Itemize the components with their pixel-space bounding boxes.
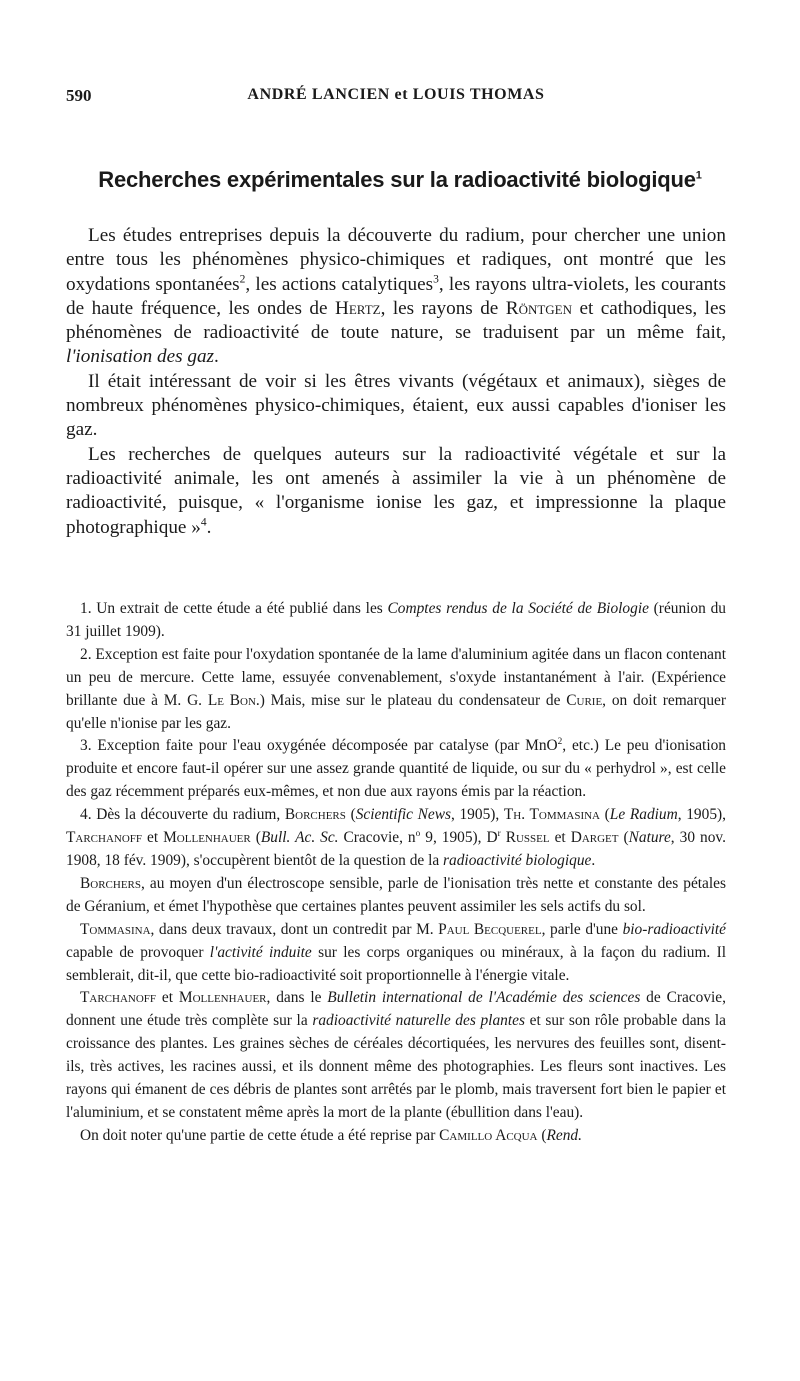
name-mollenhauer: Mollenhauer bbox=[178, 989, 267, 1007]
superscript: o bbox=[415, 827, 421, 838]
text-run: , les rayons ultra-violets, les courants de haute fréquence, les ondes de bbox=[66, 273, 726, 319]
italic-run: Le Radium bbox=[609, 806, 678, 824]
text-run: 9, 1905), D bbox=[420, 829, 498, 847]
footnote-4-continued-tommasina bbox=[66, 919, 726, 988]
superscript: 2 bbox=[557, 736, 563, 747]
title-footnote-marker: 1 bbox=[695, 169, 702, 182]
name-borchers: Borchers bbox=[284, 806, 346, 824]
text-run: . bbox=[206, 516, 212, 538]
italic-run: Bulletin international de l'Académie des sciences bbox=[327, 989, 641, 1007]
text-run: 2. Exception est faite pour l'oxydation spontanée de la lame d'aluminium agitée dans un flacon contenant un peu de mercure. Cette lame, essuyée convenablement, s'oxyde instantanément à l'air. (Expérience brillante due à M. G. bbox=[66, 645, 726, 709]
name-hertz: Hertz bbox=[335, 297, 381, 319]
italic-run: Nature bbox=[628, 829, 671, 847]
page-number: 590 bbox=[66, 86, 92, 105]
footnote-ref-4: 4 bbox=[200, 516, 207, 529]
footnote-4-continued-acqua bbox=[66, 1125, 726, 1148]
body-paragraph-3 bbox=[66, 443, 726, 540]
name-becquerel: Paul Becquerel bbox=[438, 920, 542, 938]
name-mollenhauer: Mollenhauer bbox=[163, 829, 251, 847]
text-run: et bbox=[549, 829, 571, 847]
name-acqua: Camillo Acqua bbox=[439, 1126, 538, 1144]
text-run: .) Mais, mise sur le plateau du condensateur de bbox=[255, 691, 567, 709]
superscript: r bbox=[497, 827, 501, 838]
text-run: Les recherches de quelques auteurs sur la radioactivité végétale et sur la radioactivité animale, les ont amenés à assimiler la vie à un phénomène de radioactivité, puisque, « l'organisme ionise les gaz, et impressionne la plaque photographique » bbox=[66, 443, 726, 538]
text-run: , 1905), bbox=[677, 806, 726, 824]
text-run: et cathodiques, les phénomènes de radioactivité de toute nature, se traduisent par un même fait, bbox=[66, 297, 726, 344]
text-run: , 1905), bbox=[450, 806, 504, 824]
text-run: , dans deux travaux, dont un contredit par M. bbox=[150, 920, 439, 938]
footnote-1 bbox=[66, 598, 726, 644]
footnote-4-continued-borchers bbox=[66, 873, 726, 919]
italic-ionisation: l'ionisation des gaz bbox=[66, 346, 215, 368]
text-run: capable de provoquer bbox=[66, 943, 210, 961]
body-paragraph-1 bbox=[66, 224, 726, 370]
text-run: Les études entreprises depuis la découverte du radium, pour chercher une union entre tous les phénomènes physico-chimiques et radiques, ont montré que les oxydations spontanées bbox=[66, 225, 726, 295]
name-tommasina: Th. Tommasina bbox=[503, 806, 600, 824]
text-run: Cracovie, n bbox=[338, 829, 416, 847]
italic-run: bio-radioactivité bbox=[622, 920, 726, 938]
text-run: ( bbox=[537, 1126, 547, 1144]
name-borchers: Borchers bbox=[80, 874, 142, 892]
footnote-3 bbox=[66, 735, 726, 804]
text-run: , au moyen d'un électroscope sensible, parle de l'ionisation très nette et constante des pétales de Géranium, et émet l'hypothèse que certaines plantes peuvent assimiler les sels actifs du sol. bbox=[66, 874, 726, 915]
footnote-2 bbox=[66, 644, 726, 736]
name-rontgen: Röntgen bbox=[505, 297, 573, 319]
name-tommasina: Tommasina bbox=[80, 920, 151, 938]
running-header bbox=[66, 86, 726, 110]
text-run: sur les corps organiques ou minéraux, à la façon du radium. Il semblerait, dit-il, que cette bio-radioactivité soit proportionnelle à l'énergie vitale. bbox=[66, 943, 727, 984]
text-run: 3. Exception faite pour l'eau oxygénée décomposée par catalyse (par MnO bbox=[80, 737, 558, 755]
text-run: (réunion du 31 juillet 1909). bbox=[66, 600, 726, 640]
name-le-bon: Le Bon bbox=[207, 691, 256, 709]
text-run: ( bbox=[600, 806, 610, 824]
text-run: . bbox=[214, 346, 219, 368]
text-run: de Cracovie, donnent une étude très complète sur la bbox=[66, 989, 726, 1030]
italic-run: l'activité induite bbox=[209, 943, 312, 961]
italic-run: Rend. bbox=[546, 1126, 582, 1144]
text-run: 1. Un extrait de cette étude a été publié dans les bbox=[80, 600, 388, 617]
text-run: et bbox=[142, 829, 164, 847]
name-darget: Darget bbox=[570, 829, 619, 847]
name-russel: Russel bbox=[505, 829, 550, 847]
text-run: , etc.) Le peu d'ionisation produite et encore faut-il opérer sur une assez grande quantité de liquide, ou sur du « perhydrol », est celle des gaz récemment préparés eux-mêmes, et non due aux rayons émis par la réaction. bbox=[66, 737, 726, 801]
footnote-4 bbox=[66, 804, 726, 873]
text-run: , 30 nov. 1908, 18 fév. 1909), s'occupèrent bientôt de la question de la bbox=[66, 829, 726, 869]
italic-run: Bull. Ac. Sc. bbox=[260, 829, 339, 847]
name-tarchanoff: Tarchanoff bbox=[66, 829, 143, 847]
text-run: . bbox=[591, 851, 596, 869]
text-run: , les rayons de bbox=[380, 297, 506, 319]
name-tarchanoff: Tarchanoff bbox=[80, 989, 157, 1007]
text-run: , dans le bbox=[266, 989, 328, 1007]
text-run: ( bbox=[345, 806, 356, 824]
italic-run: Scientific News bbox=[355, 806, 451, 824]
italic-run: radioactivité naturelle des plantes bbox=[312, 1012, 525, 1030]
footnote-ref-2: 2 bbox=[239, 273, 246, 286]
italic-run: radioactivité biologique bbox=[443, 851, 592, 869]
article-body bbox=[66, 224, 726, 540]
article-title bbox=[60, 167, 740, 193]
text-run: , les actions catalytiques bbox=[245, 273, 434, 295]
text-run: , on doit remarquer qu'elle n'ionise par les gaz. bbox=[66, 691, 726, 732]
running-head-authors: ANDRÉ LANCIEN et LOUIS THOMAS bbox=[247, 86, 545, 103]
footnote-ref-3: 3 bbox=[433, 273, 439, 286]
text-run: On doit noter qu'une partie de cette étude a été reprise par bbox=[80, 1126, 440, 1144]
footnote-4-continued-tarchanoff bbox=[66, 987, 726, 1124]
text-run: , parle d'une bbox=[541, 920, 623, 938]
text-run: 4. Dès la découverte du radium, bbox=[80, 806, 285, 824]
name-curie: Curie bbox=[566, 691, 603, 709]
text-run: ( bbox=[250, 829, 261, 847]
article-title-text: Recherches expérimentales sur la radioactivité biologique bbox=[98, 167, 696, 192]
text-run: ( bbox=[618, 829, 629, 847]
body-paragraph-2: Il était intéressant de voir si les êtres vivants (végétaux et animaux), sièges de nombreux phénomènes physico-chimiques, étaient, eux aussi capables d'ioniser les gaz. bbox=[66, 370, 726, 441]
italic-run: Comptes rendus de la Société de Biologie bbox=[387, 600, 649, 617]
text-run: et sur son rôle probable dans la croissance des plantes. Les graines sèches de céréales décortiquées, les nervures des feuilles sont, disent-ils, très actives, les racines aussi, et ils donnent même des photographies. Les fleurs sont inactives. Les rayons qui émanent de ces débris de plantes sont arrêtés par le plomb, mais traversent fort bien le papier et l'aluminium, et se constatent même après la mort de la plante (ébullition dans l'eau). bbox=[66, 1012, 726, 1121]
footnotes bbox=[66, 598, 726, 1148]
text-run: et bbox=[156, 989, 179, 1007]
